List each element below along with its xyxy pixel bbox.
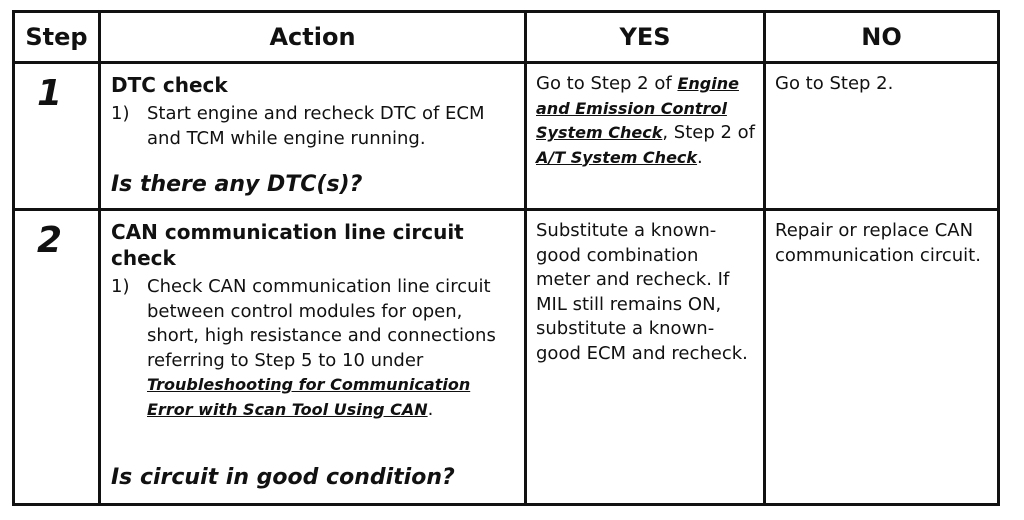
step-number: 1 — [37, 73, 63, 114]
diagnostic-table — [12, 10, 1000, 506]
substep-text: Start engine and recheck DTC of ECM and TCM while engine running. — [147, 103, 485, 149]
action-question: Is there any DTC(s)? — [111, 172, 363, 197]
action-question: Is circuit in good condition? — [111, 465, 455, 490]
step-cell — [15, 211, 98, 503]
link-at-system-check[interactable]: A/T System Check — [536, 147, 698, 167]
action-title: CAN communication line circuit check — [111, 220, 464, 270]
no-cell — [766, 64, 997, 208]
step-cell — [15, 64, 98, 208]
yes-cell — [527, 64, 763, 208]
action-substep — [111, 275, 516, 422]
table-row — [15, 64, 997, 208]
yes-text-mid: , Step 2 of — [662, 122, 755, 143]
link-troubleshooting-can[interactable]: Troubleshooting for Communication Error with Scan Tool Using CAN — [147, 375, 471, 419]
step-number: 2 — [37, 220, 63, 261]
yes-text-prefix: Go to Step 2 of — [536, 73, 678, 94]
header-step: Step — [25, 23, 88, 51]
action-cell — [101, 211, 524, 503]
substep-number: 1) — [111, 103, 130, 124]
no-text: Go to Step 2. — [775, 73, 894, 94]
substep-number: 1) — [111, 276, 130, 297]
yes-text-suffix: . — [697, 146, 703, 168]
action-substep — [111, 102, 516, 151]
no-text: Repair or replace CAN communication circuit. — [775, 220, 981, 266]
action-title: DTC check — [111, 73, 228, 97]
table-row — [15, 211, 997, 503]
no-cell — [766, 211, 997, 503]
header-no: NO — [861, 23, 902, 51]
substep-suffix: . — [427, 398, 434, 420]
substep-body: Check CAN communication line circuit between control modules for open, short, high resistance and connections referring to Step 5 to 10 under — [147, 276, 496, 371]
header-action: Action — [269, 23, 356, 51]
yes-text: Substitute a known-good combination meter and recheck. If MIL still remains ON, substitute a known-good ECM and recheck. — [536, 220, 748, 364]
substep-text — [147, 275, 516, 422]
table-header-row — [15, 13, 997, 61]
action-cell — [101, 64, 524, 208]
yes-cell — [527, 211, 763, 503]
link-engine-emission-check[interactable]: Engine and Emission Control System Check — [536, 74, 739, 142]
header-yes: YES — [619, 23, 671, 51]
